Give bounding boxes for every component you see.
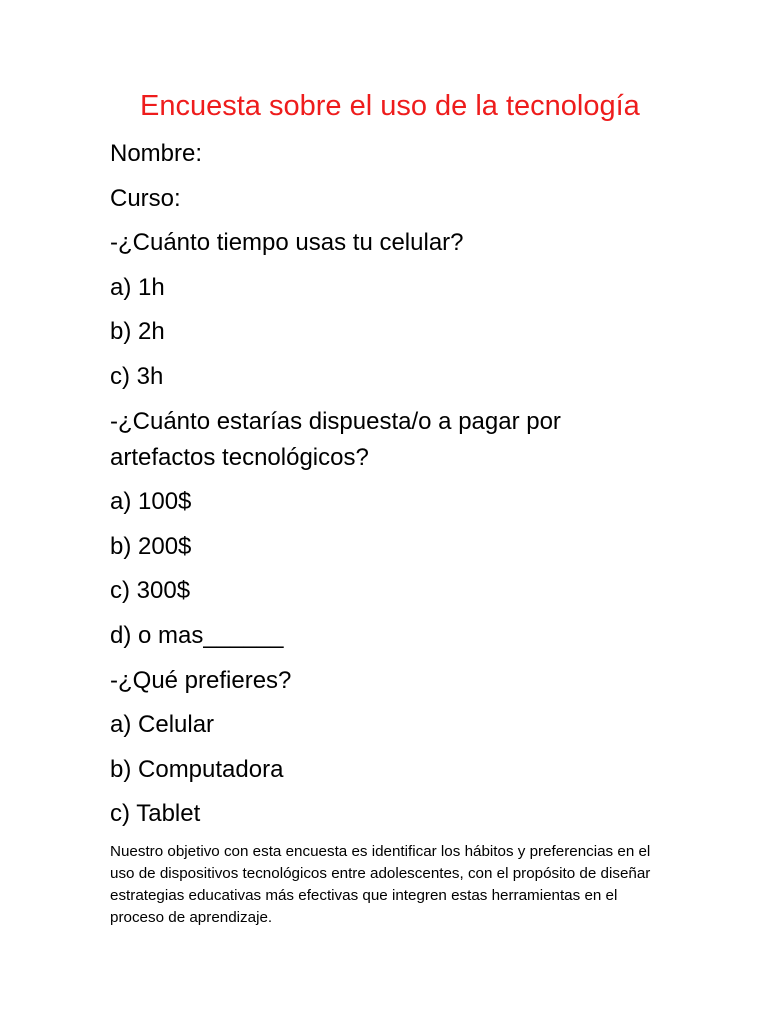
- q1-option-c: c) 3h: [110, 362, 164, 390]
- q2-option-a: a) 100$: [110, 488, 192, 516]
- q3-option-c: c) Tablet: [110, 800, 201, 828]
- q2-option-c: c) 300$: [110, 577, 191, 605]
- q2-option-d: d) o mas______: [110, 621, 284, 649]
- survey-title: Encuesta sobre el uso de la tecnología: [140, 90, 640, 122]
- survey-body: [110, 136, 670, 841]
- q2-option-b: b) 200$: [110, 532, 192, 560]
- course-field: Curso:: [110, 184, 181, 212]
- name-field: Nombre:: [110, 140, 203, 167]
- q3-option-a: a) Celular: [110, 711, 215, 739]
- purpose-paragraph: Nuestro objetivo con esta encuesta es identificar los hábitos y preferencias en el uso de dispositivos tecnológicos entre adolescentes, con el propósito de diseñar estrategias educativas más efectivas que integren estas herramientas en el proceso de aprendizaje.: [110, 843, 651, 926]
- question-1: -¿Cuánto tiempo usas tu celular?: [110, 229, 464, 257]
- q1-option-a: a) 1h: [110, 273, 165, 301]
- q1-option-b: b) 2h: [110, 318, 165, 346]
- q3-option-b: b) Computadora: [110, 755, 284, 783]
- question-2: -¿Cuánto estarías dispuesta/o a pagar por artefactos tecnológicos?: [110, 407, 561, 471]
- question-3: -¿Qué prefieres?: [110, 666, 292, 694]
